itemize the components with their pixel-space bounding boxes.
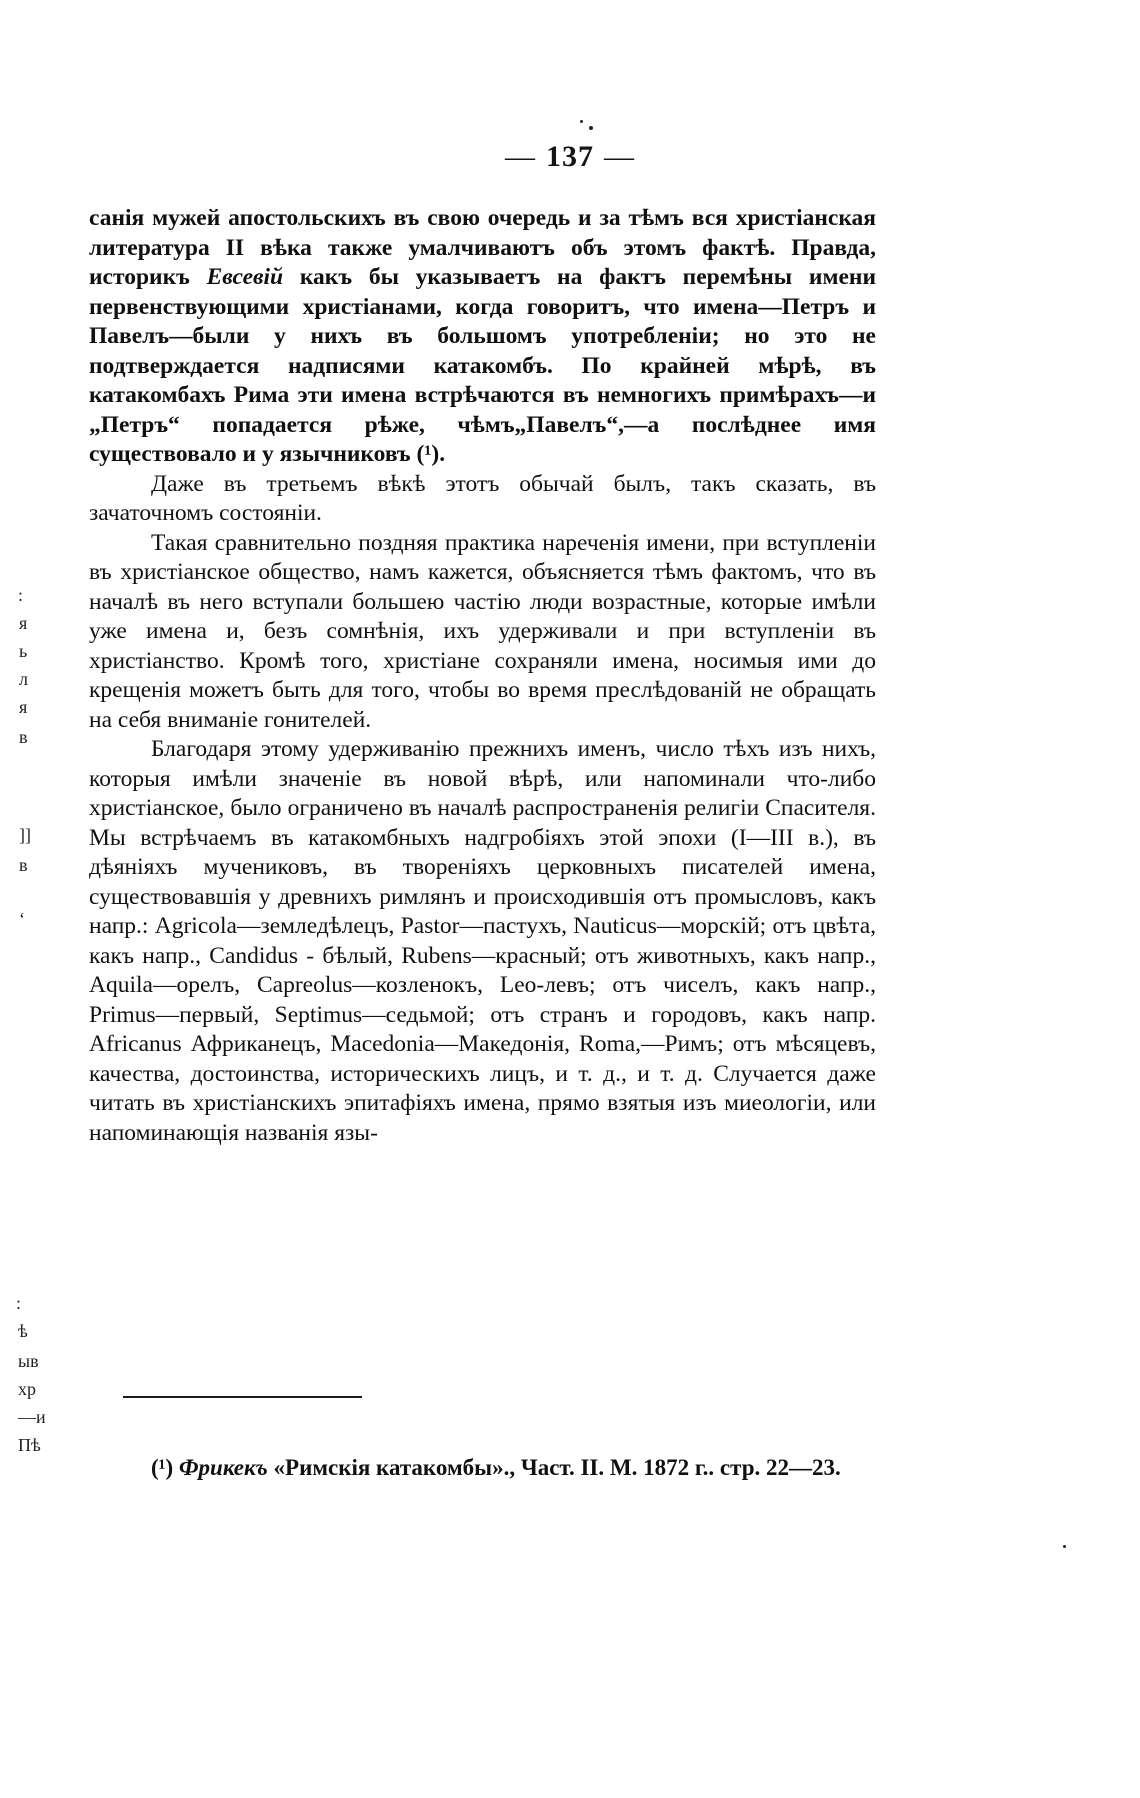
text-run: санія мужей апостольскихъ въ свою очередь и за тѣмъ вся христіанская литература II вѣка также умалчиваютъ объ этомъ фактѣ. Правда, историкъ xyxy=(89,205,876,290)
scan-edge-mark: л xyxy=(19,669,28,689)
scan-edge-mark: в xyxy=(19,727,28,747)
paragraph xyxy=(89,529,876,736)
text-run: Благодаря этому удерживанію прежнихъ именъ, число тѣхъ изъ нихъ, которыя имѣли значеніе въ новой вѣрѣ, или напоминали что-либо христіанское, было ограничено въ началѣ распространенія религіи Спасителя. Мы встрѣчаемъ въ катакомбныхъ надгробіяхъ этой эпохи (I—III в.), въ дѣяніяхъ мучениковъ, въ твореніяхъ церковныхъ писателей имена, существовавшія у древнихъ римлянъ и происходившія отъ промысловъ, какъ напр.: Agricola—земледѣлецъ, Pastor—пастухъ, Nauticus—морскій; отъ цвѣта, какъ напр., Candidus - бѣлый, Rubens—красный; отъ животныхъ, какъ напр., Aquila—орелъ, Capreolus—козленокъ, Leo-левъ; отъ чиселъ, какъ напр., Primus—первый, Septimus—седьмой; отъ странъ и городовъ, какъ напр. Africanus Африканецъ, Macedonia—Македонія, Roma,—Римъ; отъ мѣсяцевъ, качества, достоинства, историческихъ лицъ, и т. д., и т. д. Случается даже читать въ христіанскихъ эпитафіяхъ имена, прямо взятыя изъ миеологіи, или напоминающія названія язы- xyxy=(89,736,876,1146)
text-run: «Римскія катакомбы»., Част. II. М. 1872 г.. стр. 22—23. xyxy=(267,1455,841,1480)
scan-edge-mark: : xyxy=(18,585,24,605)
scan-edge-mark: : xyxy=(16,1293,22,1313)
scan-speck xyxy=(1063,1545,1066,1548)
text-run: Такая сравнительно поздняя практика нареченія имени, при вступленіи въ христіанское общество, намъ кажется, объясняется тѣмъ фактомъ, что въ началѣ въ него вступали большею частію люди возрастные, которые имѣли уже имена и, безъ сомнѣнія, ихъ удерживали и при вступленіи въ христіанство. Кромѣ того, христіане сохраняли имена, носимыя ими до крещенія можетъ быть для того, чтобы во время преслѣдованій не обращать на себя вниманіе гонителей. xyxy=(89,529,876,733)
scan-edge-mark: ʻ xyxy=(19,909,25,929)
scan-edge-mark: —и xyxy=(18,1407,46,1427)
scan-edge-mark: ]] xyxy=(19,825,31,845)
scan-edge-mark: ыв xyxy=(18,1351,39,1371)
footnote-rule xyxy=(123,1396,362,1398)
page-number: 137 xyxy=(546,140,594,173)
italic-text: Евсевій xyxy=(206,264,284,290)
head-dash-right: — xyxy=(604,140,635,173)
footnote xyxy=(89,1453,876,1483)
scan-edge-mark: хр xyxy=(18,1379,36,1399)
text-run: (¹) xyxy=(151,1455,179,1480)
paragraph xyxy=(89,470,876,529)
text-run: какъ бы указываетъ на фактъ перемѣны имени первенствующими христіанами, когда говоритъ, что имена—Петръ и Павелъ—были у нихъ въ большомъ употребленіи; но это не подтверждается надписями катакомбъ. По крайней мѣрѣ, въ катакомбахъ Рима эти имена встрѣчаются въ немногихъ примѣрахъ—и „Петръ“ попадается рѣже, чѣмъ„Павелъ“,—а послѣднее имя существовало и у язычниковъ (¹). xyxy=(89,264,876,467)
scan-edge-mark: ѣ xyxy=(18,1321,28,1341)
scan-edge-mark: я xyxy=(19,697,28,717)
scan-edge-mark: я xyxy=(19,613,28,633)
scan-edge-mark: ь xyxy=(19,641,28,661)
italic-text: Фрикекъ xyxy=(178,1455,268,1480)
head-dash-left: — xyxy=(505,140,536,173)
scan-speck xyxy=(589,126,593,130)
scan-speck xyxy=(580,120,583,123)
paragraph xyxy=(89,735,876,1148)
scan-edge-mark: в xyxy=(19,855,28,875)
scan-edge-mark: Пѣ xyxy=(18,1435,41,1455)
paragraph xyxy=(89,204,876,470)
body-text xyxy=(89,204,876,1148)
running-head xyxy=(0,140,1140,174)
text-run: Даже въ третьемъ вѣкѣ этотъ обычай былъ, такъ сказать, въ зачаточномъ состояніи. xyxy=(89,470,876,526)
